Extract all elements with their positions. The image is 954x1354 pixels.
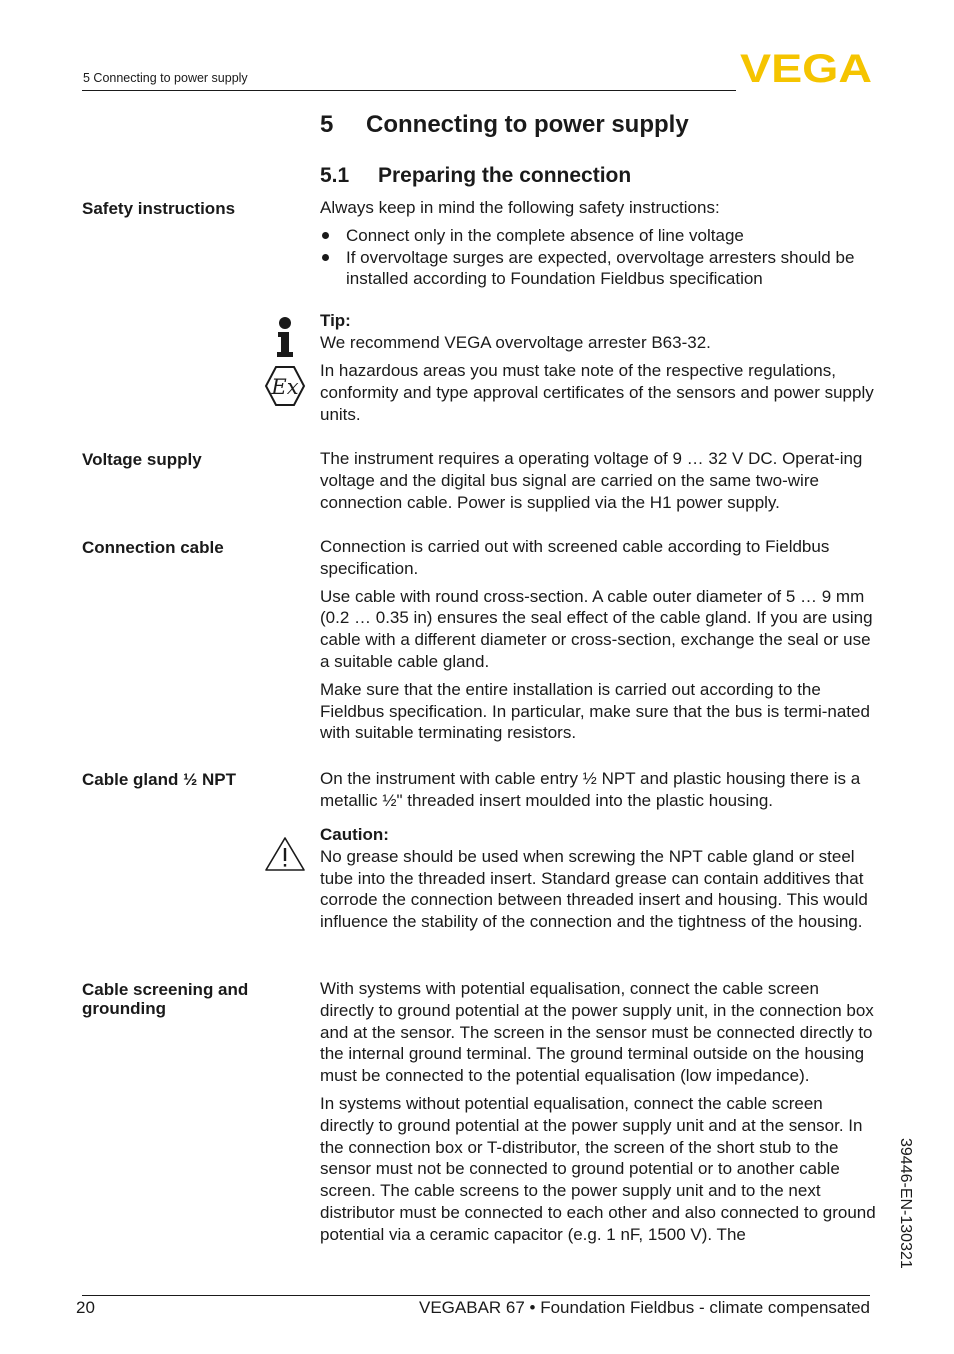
safety-intro: Always keep in mind the following safety instructions: — [320, 198, 720, 217]
tip-label: Tip: — [320, 311, 351, 330]
caution-text: No grease should be used when screwing the NPT cable gland or steel tube into the threaded insert. Standard grease can contain additives that corrode the connection between threaded insert and housing. This would influence the stability of the connection and the tightness of the housing. — [320, 846, 868, 932]
ex-icon — [264, 365, 306, 407]
chapter-number: 5 — [320, 111, 334, 138]
side-label-cable-screening: Cable screening and grounding — [82, 980, 249, 1018]
document-id-text: 39446-EN-130321 — [897, 1138, 914, 1269]
caution-block — [320, 824, 876, 933]
side-label-voltage: Voltage supply — [82, 450, 202, 469]
chapter-title: Connecting to power supply — [366, 111, 689, 138]
warning-icon — [264, 836, 306, 872]
safety-bullet: If overvoltage surges are expected, overvoltage arresters should be installed according to Foundation Fieldbus specification — [320, 247, 876, 291]
cable-block — [320, 536, 876, 744]
ex-note-text: In hazardous areas you must take note of the respective regulations, conformity and type approval certificates of the sensors and power supply units. — [320, 361, 874, 424]
info-icon — [272, 316, 298, 358]
document-id — [892, 1138, 914, 1288]
side-label-cable-gland: Cable gland ½ NPT — [82, 770, 236, 789]
section-number: 5.1 — [320, 164, 350, 187]
chapter-heading — [320, 111, 689, 139]
tip-block — [320, 310, 876, 354]
running-head: 5 Connecting to power supply — [83, 71, 248, 85]
section-heading — [320, 164, 631, 188]
gland-text: On the instrument with cable entry ½ NPT and plastic housing there is a metallic ½" threaded insert moulded into the plastic housing. — [320, 769, 861, 810]
header-divider — [82, 90, 736, 91]
screening-block — [320, 978, 876, 1246]
svg-text:Ex: Ex — [271, 375, 299, 399]
screening-paragraph: In systems without potential equalisation, connect the cable screen directly to ground potential at the power supply unit and at the sensor. In the connection box or T-distributor, the screen of the short stub to the sensor must not be connected to ground potential or to another cable screen. The cable screens to the power supply unit and to the next distributor must be connected to each other and also connected to ground potential via a ceramic capacitor (e.g. 1 nF, 1500 V). The — [320, 1093, 876, 1244]
voltage-text: The instrument requires a operating voltage of 9 … 32 V DC. Operat-ing voltage and the digital bus signal are carried on the same two-wire connection cable. Power is supplied via the H1 power supply. — [320, 449, 863, 512]
caution-label: Caution: — [320, 825, 389, 844]
section-title: Preparing the connection — [378, 164, 632, 187]
logo-text: VEGA — [740, 50, 872, 86]
side-label-safety: Safety instructions — [82, 199, 236, 218]
screening-paragraph: With systems with potential equalisation, connect the cable screen directly to ground potential at the power supply unit, in the connection box and at the sensor. The screen in the sensor must be connected directly to the internal ground terminal. The ground terminal outside on the housing must be connected to the potential equalisation (low impedance). — [320, 979, 874, 1086]
safety-block — [320, 197, 876, 290]
page-number: 20 — [76, 1298, 95, 1317]
footer-doc-title: VEGABAR 67 • Foundation Fieldbus - climate compensated — [418, 1298, 870, 1317]
safety-bullet: Connect only in the complete absence of line voltage — [320, 225, 876, 247]
tip-text: We recommend VEGA overvoltage arrester B63-32. — [320, 332, 711, 352]
cable-paragraph: Make sure that the entire installation is carried out according to the Fieldbus specification. In particular, make sure that the bus is termi-nated with suitable terminating resistors. — [320, 679, 870, 743]
cable-paragraph: Use cable with round cross-section. A cable outer diameter of 5 … 9 mm (0.2 … 0.35 in) ensures the seal effect of the cable gland. If you are using cable with a different diameter or cross-section, exchange the seal or use a suitable cable gland. — [320, 586, 873, 671]
footer-divider — [82, 1295, 870, 1296]
cable-paragraph: Connection is carried out with screened cable according to Fieldbus specification. — [320, 537, 830, 578]
side-label-connection-cable: Connection cable — [82, 538, 224, 557]
vega-logo — [740, 50, 874, 86]
